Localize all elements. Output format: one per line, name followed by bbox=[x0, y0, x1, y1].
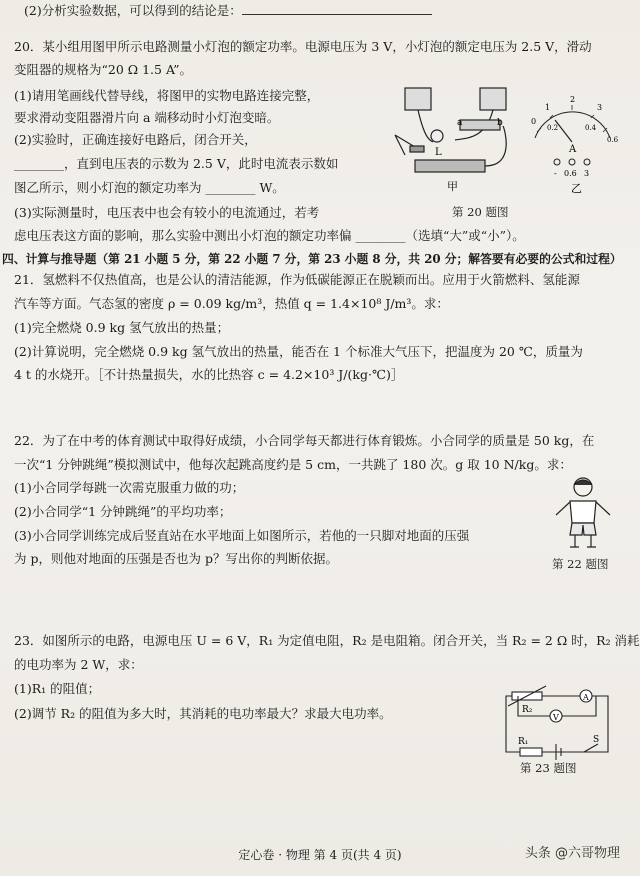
svg-text:V: V bbox=[553, 713, 559, 722]
q22-part2: (2)小合同学“1 分钟跳绳”的平均功率； bbox=[14, 504, 232, 519]
svg-text:1: 1 bbox=[545, 103, 551, 112]
q20-stem-cont: 变阻器的规格为“20 Ω 1.5 A”。 bbox=[14, 62, 193, 77]
voltmeter-device bbox=[405, 88, 431, 110]
q20-part2-end: 图乙所示，则小灯泡的额定功率为 ________ W。 bbox=[14, 180, 285, 195]
figure-20-circuit bbox=[385, 80, 625, 200]
q22-part1: (1)小合同学每跳一次需克服重力做的功； bbox=[14, 480, 245, 495]
battery-holder bbox=[415, 160, 485, 172]
rheostat bbox=[460, 120, 500, 130]
q20-stem: 20．某小组用图甲所示电路测量小灯泡的额定功率。电源电压为 3 V，小灯泡的额定电压为 2.5 V，滑动 bbox=[14, 39, 592, 54]
ammeter-dial bbox=[531, 95, 619, 195]
q20-part3-cont: 虑电压表这方面的影响，那么实验中测出小灯泡的额定功率偏 ________（选填“大”或“小”）。 bbox=[14, 228, 525, 243]
q20-part1-cont: 要求滑动变阻器滑片向 a 端移动时小灯泡变暗。 bbox=[14, 110, 280, 125]
q22-part3: (3)小合同学训练完成后竖直站在水平地面上如图所示，若他的一只脚对地面的压强 bbox=[14, 528, 470, 543]
q21-part2-cont: 4 t 的水烧开。［不计热量损失，水的比热容 c = 4.2×10³ J/(kg·℃)］ bbox=[14, 367, 404, 382]
q23-stem: 23．如图所示的电路，电源电压 U = 6 V，R₁ 为定值电阻，R₂ 是电阻箱。闭合开关，当 R₂ = 2 Ω 时，R₂ 消耗 bbox=[14, 633, 640, 648]
q21-part2: (2)计算说明，完全燃烧 0.9 kg 氢气放出的热量，能否在 1 个标准大气压下，把温度为 20 ℃，质量为 bbox=[14, 344, 583, 359]
page-footer: 定心卷 · 物理 第 4 页(共 4 页) bbox=[238, 848, 402, 862]
svg-text:3: 3 bbox=[597, 103, 603, 112]
figure-23-circuit bbox=[498, 682, 626, 762]
svg-text:R₂: R₂ bbox=[522, 705, 533, 715]
switch bbox=[410, 146, 424, 152]
end-b-label: b bbox=[497, 118, 503, 128]
r1-resistor bbox=[520, 748, 542, 756]
q20-part3: (3)实际测量时，电压表中也会有较小的电流通过，若考 bbox=[14, 205, 320, 220]
figure-22-caption: 第 22 题图 bbox=[552, 557, 609, 571]
svg-text:0.2: 0.2 bbox=[547, 124, 559, 132]
q23-part1: (1)R₁ 的阻值； bbox=[14, 681, 101, 696]
svg-text:0.6: 0.6 bbox=[564, 169, 577, 178]
q20-part1: (1)请用笔画线代替导线，将图甲的实物电路连接完整， bbox=[14, 88, 320, 103]
label-yi: 乙 bbox=[571, 182, 582, 195]
figure-20-caption: 第 20 题图 bbox=[452, 205, 509, 219]
q20-part2-cont: ________，直到电压表的示数为 2.5 V，此时电流表示数如 bbox=[14, 156, 339, 171]
svg-text:-: - bbox=[554, 169, 557, 178]
q21-stem-cont: 汽车等方面。气态氢的密度 ρ = 0.09 kg/m³，热值 q = 1.4×10⁸ J/m³。求： bbox=[14, 296, 449, 311]
svg-text:S: S bbox=[593, 735, 600, 745]
svg-text:A: A bbox=[569, 144, 577, 155]
end-a-label: a bbox=[457, 118, 463, 128]
svg-text:0: 0 bbox=[531, 117, 537, 126]
q19-part2: (2)分析实验数据，可以得到的结论是： bbox=[24, 2, 432, 20]
figure-23-caption: 第 23 题图 bbox=[520, 761, 577, 775]
q21-stem: 21．氢燃料不仅热值高，也是公认的清洁能源，作为低碳能源正在脱颖而出。应用于火箭燃料、氢能源 bbox=[14, 272, 580, 287]
q21-part1: (1)完全燃烧 0.9 kg 氢气放出的热量； bbox=[14, 320, 230, 335]
figure-22-person bbox=[548, 475, 618, 555]
ammeter-device bbox=[480, 88, 506, 110]
svg-text:3: 3 bbox=[584, 169, 590, 178]
svg-text:R₁: R₁ bbox=[518, 737, 529, 747]
q22-part3-cont: 为 p，则他对地面的压强是否也为 p？写出你的判断依据。 bbox=[14, 551, 338, 566]
svg-text:0.4: 0.4 bbox=[585, 124, 597, 132]
q22-stem-cont: 一次“1 分钟跳绳”模拟测试中，他每次起跳高度约是 5 cm，一共跳了 180 次。g 取 10 N/kg。求： bbox=[14, 457, 572, 472]
switch-blade bbox=[584, 744, 598, 752]
lamp-label: L bbox=[435, 147, 442, 158]
svg-text:0.6: 0.6 bbox=[607, 136, 619, 144]
q23-part2: (2)调节 R₂ 的阻值为多大时，其消耗的电功率最大？求最大电功率。 bbox=[14, 706, 392, 721]
svg-text:A: A bbox=[583, 693, 589, 702]
q23-stem-cont: 的电功率为 2 W，求： bbox=[14, 657, 143, 672]
watermark: 头条 @六哥物理 bbox=[524, 846, 620, 861]
svg-text:2: 2 bbox=[570, 95, 576, 104]
label-jia: 甲 bbox=[447, 180, 458, 193]
q22-stem: 22．为了在中考的体育测试中取得好成绩，小合同学每天都进行体育锻炼。小合同学的质量是 50 kg，在 bbox=[14, 433, 595, 448]
section-four-heading: 四、计算与推导题（第 21 小题 5 分，第 22 小题 7 分，第 23 小题 8 分，共 20 分；解答要有必要的公式和过程） bbox=[2, 252, 622, 266]
lamp-bulb bbox=[431, 130, 443, 142]
q20-part2: (2)实验时，正确连接好电路后，闭合开关， bbox=[14, 132, 257, 147]
